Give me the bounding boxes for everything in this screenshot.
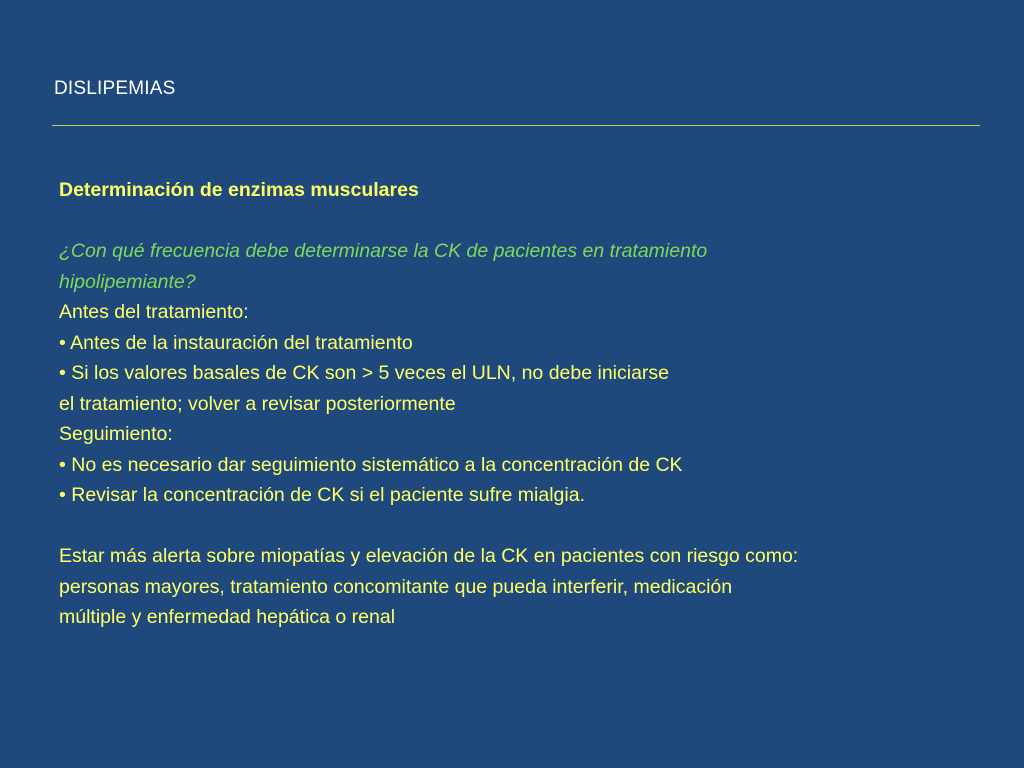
alert-line-1: Estar más alerta sobre miopatías y elevación de la CK en pacientes con riesgo como: [59, 545, 799, 567]
follow-up-bullet-1: • No es necesario dar seguimiento sistemático a la concentración de CK [59, 453, 683, 476]
before-treatment-heading: Antes del tratamiento: [59, 301, 249, 323]
before-treatment-bullet-1: • Antes de la instauración del tratamiento [59, 331, 413, 354]
follow-up-bullet-2: • Revisar la concentración de CK si el paciente sufre mialgia. [59, 484, 585, 506]
alert-line-2: personas mayores, tratamiento concomitante que pueda interferir, medicación [59, 575, 733, 598]
spacer [59, 206, 969, 237]
follow-up-heading: Seguimiento: [59, 423, 173, 445]
slide-header: DISLIPEMIAS [54, 78, 176, 99]
question-line-2: hipolipemiante? [59, 270, 196, 293]
section-title: Determinación de enzimas musculares [59, 179, 419, 201]
spacer [59, 511, 969, 542]
alert-line-3: múltiple y enfermedad hepática o renal [59, 606, 396, 628]
question-line-1: ¿Con qué frecuencia debe determinarse la CK de pacientes en tratamiento [59, 240, 708, 262]
header-divider [52, 125, 980, 126]
before-treatment-bullet-2-line-2: el tratamiento; volver a revisar posteriormente [59, 392, 456, 415]
before-treatment-bullet-2-line-1: • Si los valores basales de CK son > 5 veces el ULN, no debe iniciarse [59, 362, 670, 384]
slide-content [59, 175, 969, 633]
